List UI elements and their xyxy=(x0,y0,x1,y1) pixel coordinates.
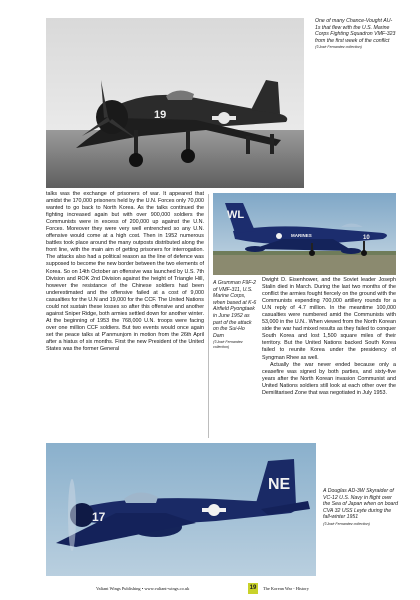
body-column-right xyxy=(262,277,396,397)
caption-top-text: One of many Chance-Vought AU-1s that flew with the U.S. Marine Corps Fighting Squadron VMF-323 from the first week of the conflict xyxy=(315,18,396,44)
caption-bottom-text: A Douglas AD-3W Skyraider of VC-12 U.S. Navy in flight over the Sea of Japan when on board CVA 32 USS Leyte during the fall-winter 1951 xyxy=(323,488,398,521)
caption-middle-text: A Grumman F9F-2 of VMF-311, U.S. Marine Corps, when based at K-6 Airfield Pyongtaek in June 1952 as part of the attack on the Sui-Ho Dam xyxy=(213,280,257,339)
body-paragraph-right-2: Actually the war never ended because only a ceasefire was signed by both parties, and sixty-five years after the North Korean invasion Communist and United Nations soldiers still look at each other over the Demilitarised Zone that was negotiated in July 1953. xyxy=(262,361,396,396)
aircraft-marines-label: MARINES xyxy=(291,233,312,238)
photo-au1-corsair xyxy=(46,18,304,188)
body-paragraph-left: talks was the exchange of prisoners of war. It appeared that amidst the 170,000 prisoners held by the U.N. Forces only 70,000 wanted to go back to North Korea. As the talks continued the fighting increased again but with over 900,000 soldiers the Communists were in excess of 200,000 up against the U.N. Forces. Moreover they were very well entrenched so any U.N. offensive would come at a high cost. Then in 1952 numerous battles took place around the many outposts distributed along the front line, with the main aim of getting prisoners for interrogation. The attacks also had a political reason as the line of defence was supposed to become the new border between the two elements of Korea. So on 14th October an offensive was launched by U.S. 7th Division and ROK 2nd Division against the height of Triangle Hill, however the resistance of the Chinese soldiers had been underestimated and the offensive failed at a cost of 9,000 casualties for the U.N and 19,000 for the CCF. The United Nations could not sustain these losses so after this offensive and another against Sniper Ridge, both armies settled down for another winter. At the beginning of 1953 the 768,000 U.N. troops were facing over one million CCF soldiers. But two events would once again set the peace talks at P'anmunjom in motion from the 26th April after a hiatus of six months. First the new President of the United States was the former General xyxy=(46,191,204,353)
aircraft-number-bottom: 17 xyxy=(92,510,106,524)
caption-top-credit: (©José Fernandez collection) xyxy=(315,45,362,50)
caption-middle-credit: (©José Fernandez collection) xyxy=(213,340,243,349)
aircraft-number-middle: 10 xyxy=(363,235,370,241)
photo-ad3w-skyraider xyxy=(46,443,316,576)
caption-bottom-credit: (©José Fernandez collection) xyxy=(323,521,370,526)
photo-f9f2-panther xyxy=(213,193,396,275)
footer-publisher: Valiant Wings Publishing • www.valiant-wings.co.uk xyxy=(96,586,190,591)
page-number-tab: 19 xyxy=(248,583,258,594)
footer-book-title: The Korean War - History xyxy=(263,586,309,591)
caption-top xyxy=(315,18,397,50)
aircraft-tail-code-bottom: NE xyxy=(268,476,291,493)
body-paragraph-right-1: Dwight D. Eisenhower, and the Soviet leader Joseph Stalin died in March. During the last two months of the conflict the armies fought fiercely on the ground with the Communists expending 700,000 artillery rounds for a U.N reply of 4.7 million. In the meantime 100,000 casualties were numbered amid the Communists with 53,000 in the U.N.. When viewed from the North Korean side the war had mixed results as they failed to conquer South Korea and lost 1,500 square miles of their territory. But the United Nations backed South Korea failed to reunite Korea under the presidency of Syngman Rhee as well. xyxy=(262,277,396,361)
caption-middle xyxy=(213,280,257,350)
aircraft-number-top: 19 xyxy=(154,109,167,121)
body-column-left xyxy=(46,191,204,353)
column-divider xyxy=(208,194,209,438)
page-footer xyxy=(0,582,420,594)
caption-bottom xyxy=(323,488,399,527)
aircraft-tail-code-middle: WL xyxy=(227,209,245,221)
